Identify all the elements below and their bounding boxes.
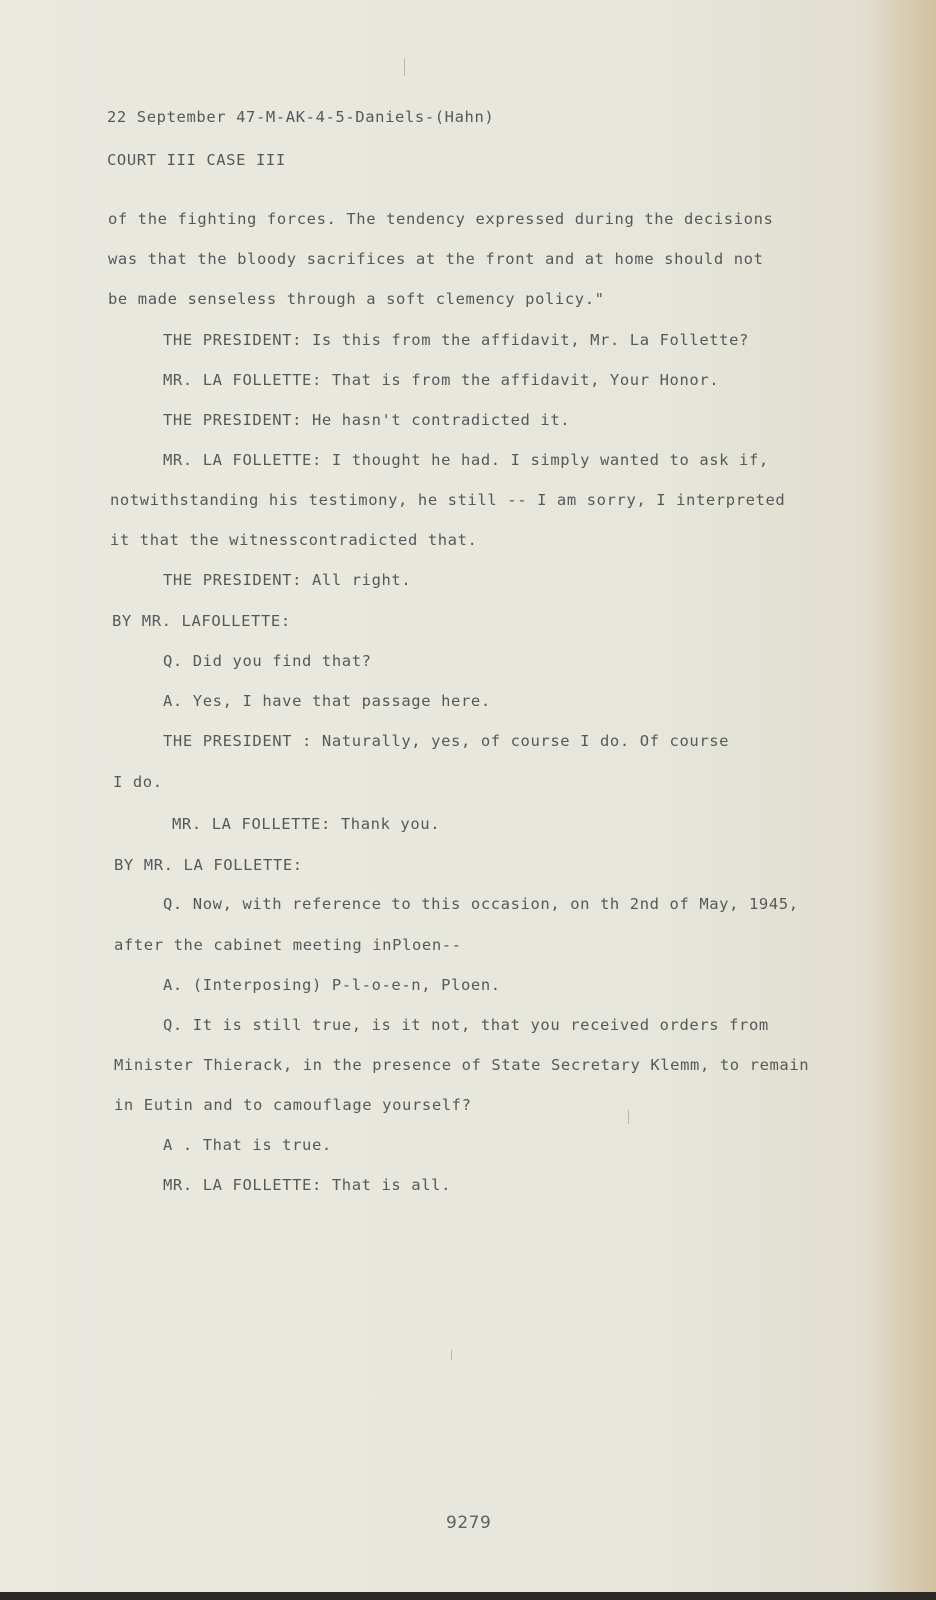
transcript-line: Q. Now, with reference to this occasion, on th 2nd of May, 1945, xyxy=(163,895,799,913)
transcript-line: in Eutin and to camouflage yourself? xyxy=(114,1096,472,1114)
transcript-line: notwithstanding his testimony, he still -- I am sorry, I interpreted xyxy=(110,491,786,509)
transcript-line: BY MR. LA FOLLETTE: xyxy=(114,856,303,874)
scan-border xyxy=(0,1592,936,1600)
header-date-line: 22 September 47-M-AK-4-5-Daniels-(Hahn) xyxy=(107,108,495,126)
page-edge-shading xyxy=(866,0,936,1592)
page-number: 9279 xyxy=(446,1513,492,1533)
transcript-line: THE PRESIDENT: He hasn't contradicted it. xyxy=(163,411,571,429)
transcript-line: MR. LA FOLLETTE: Thank you. xyxy=(172,815,441,833)
transcript-line: A . That is true. xyxy=(163,1136,332,1154)
transcript-line: was that the bloody sacrifices at the front and at home should not xyxy=(108,250,764,268)
transcript-line: BY MR. LAFOLLETTE: xyxy=(112,612,291,630)
transcript-line: it that the witnesscontradicted that. xyxy=(110,531,478,549)
paper-speck xyxy=(628,1110,629,1124)
header-court-line: COURT III CASE III xyxy=(107,151,286,169)
paper-speck xyxy=(404,58,405,76)
transcript-line: after the cabinet meeting inPloen-- xyxy=(114,936,462,954)
transcript-line: THE PRESIDENT: Is this from the affidavit, Mr. La Follette? xyxy=(163,331,749,349)
transcript-line: A. Yes, I have that passage here. xyxy=(163,692,491,710)
transcript-line: Q. Did you find that? xyxy=(163,652,372,670)
transcript-line: Q. It is still true, is it not, that you received orders from xyxy=(163,1016,769,1034)
transcript-line: A. (Interposing) P-l-o-e-n, Ploen. xyxy=(163,976,501,994)
transcript-line: of the fighting forces. The tendency expressed during the decisions xyxy=(108,210,774,228)
transcript-line: MR. LA FOLLETTE: That is all. xyxy=(163,1176,452,1194)
transcript-line: THE PRESIDENT : Naturally, yes, of course I do. Of course xyxy=(163,732,730,750)
transcript-line: THE PRESIDENT: All right. xyxy=(163,571,412,589)
transcript-line: MR. LA FOLLETTE: I thought he had. I simply wanted to ask if, xyxy=(163,451,769,469)
paper-speck xyxy=(451,1350,452,1360)
transcript-line: Minister Thierack, in the presence of State Secretary Klemm, to remain xyxy=(114,1056,810,1074)
transcript-line: MR. LA FOLLETTE: That is from the affidavit, Your Honor. xyxy=(163,371,720,389)
transcript-line: I do. xyxy=(113,773,163,791)
transcript-line: be made senseless through a soft clemency policy." xyxy=(108,290,605,308)
